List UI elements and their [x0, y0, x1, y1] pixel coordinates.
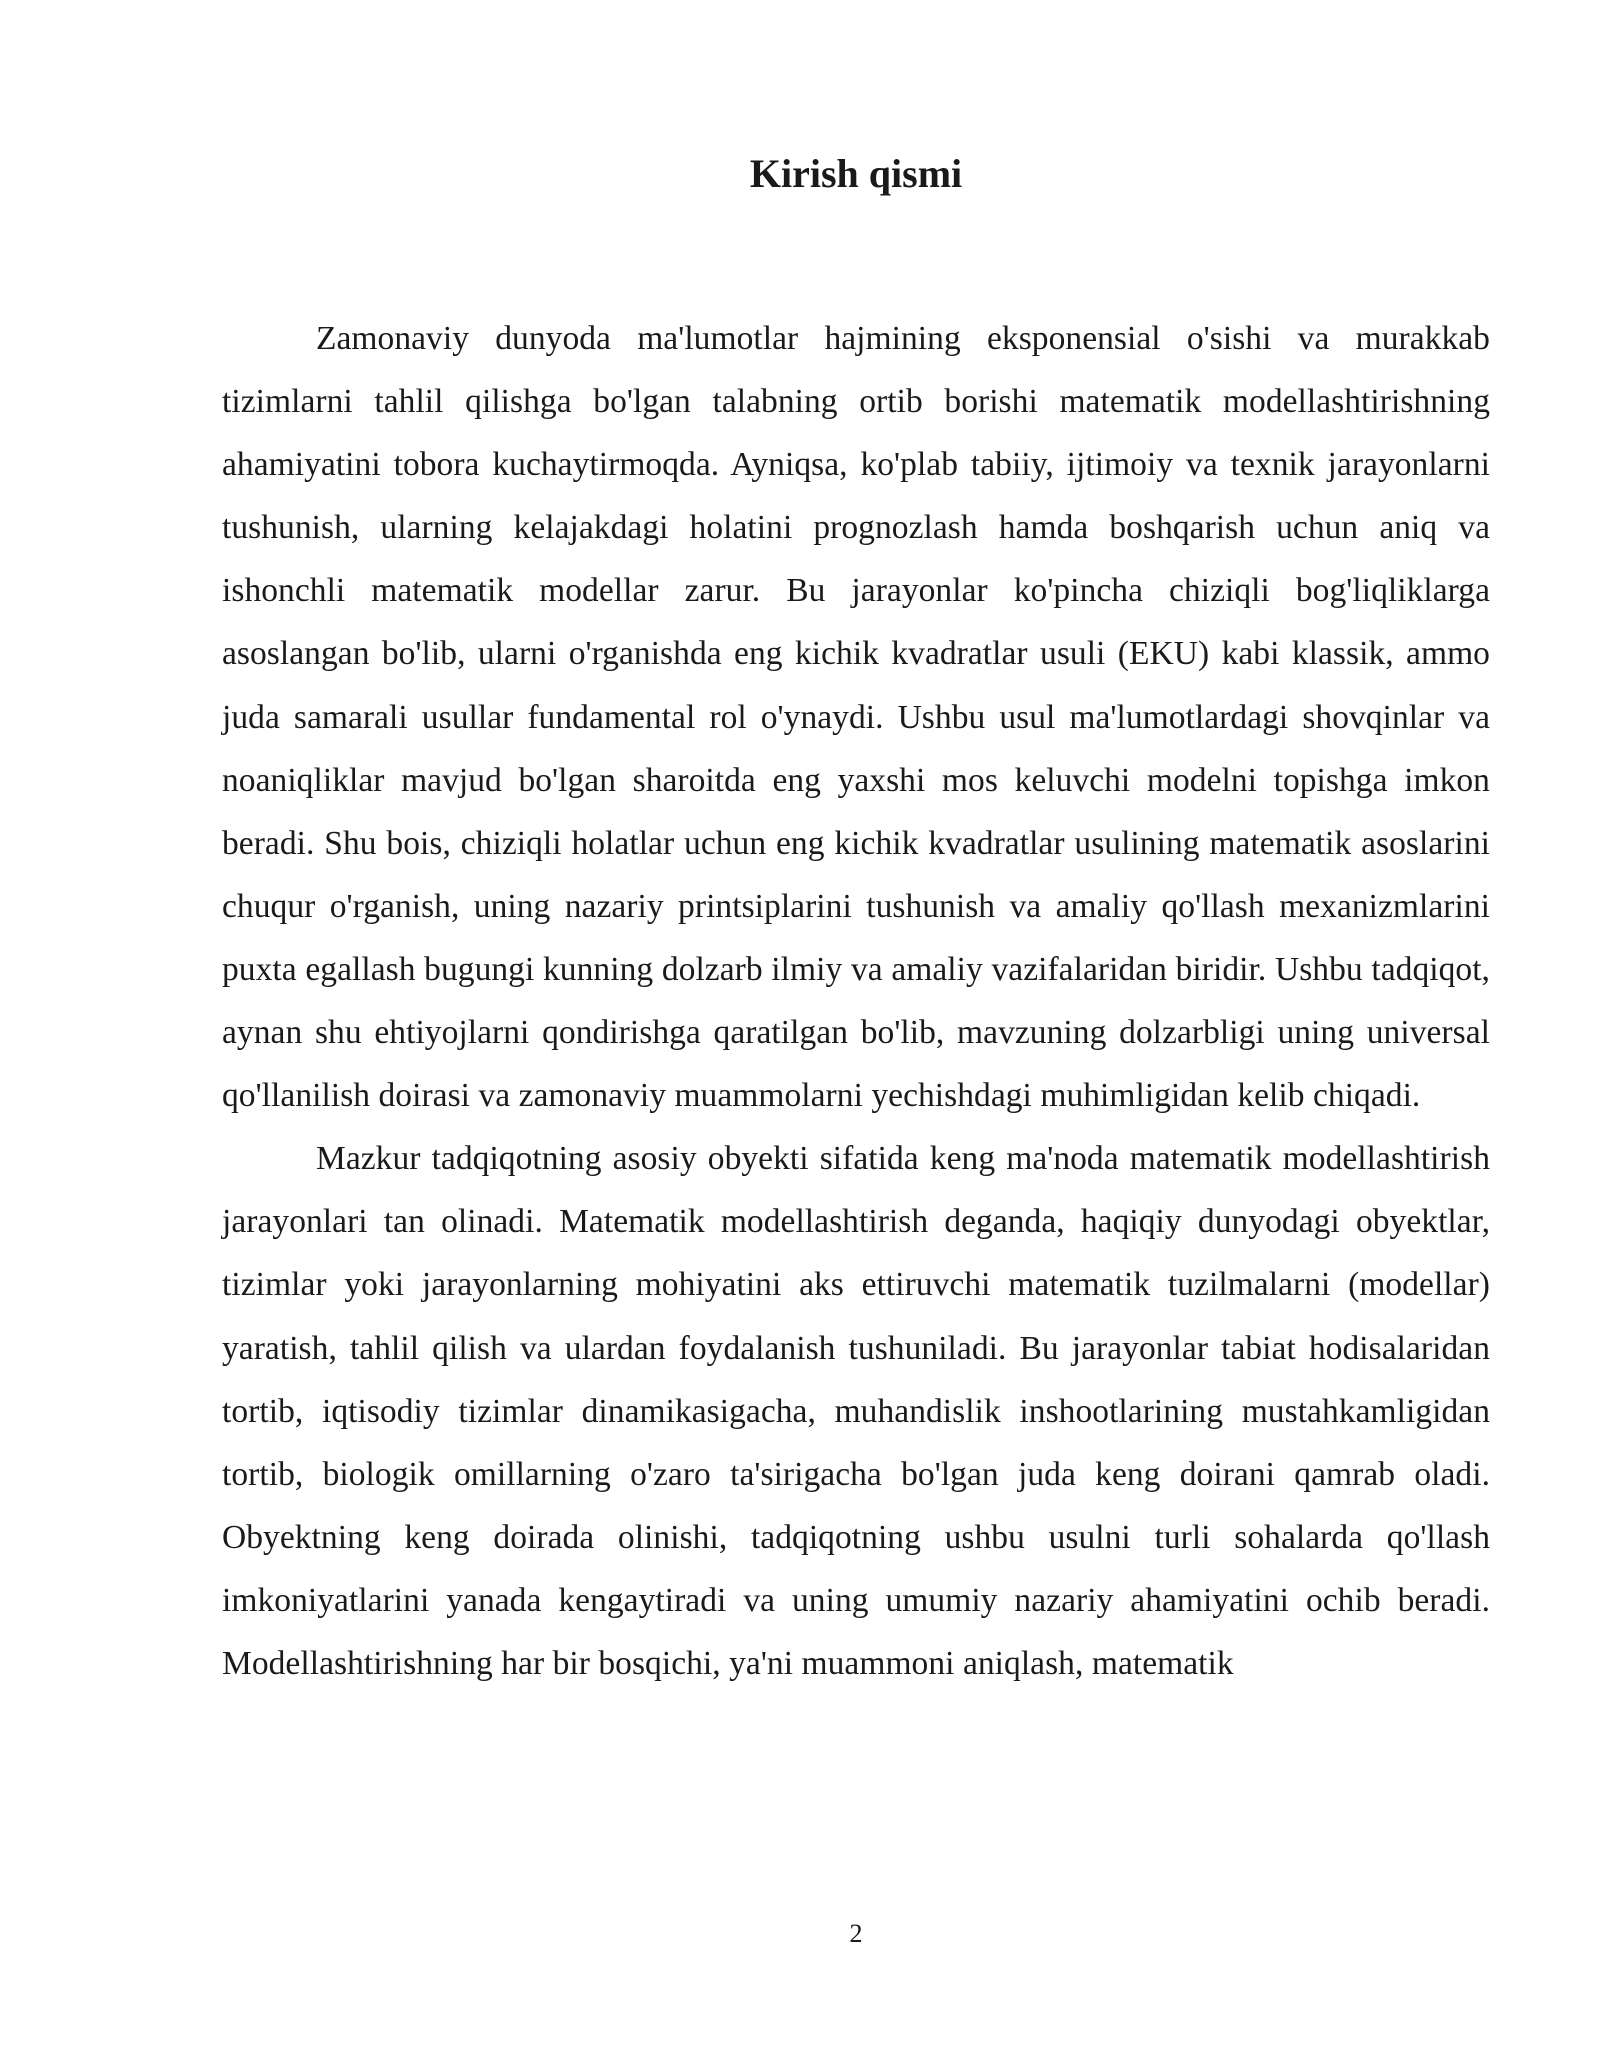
- document-body: [222, 307, 1490, 1695]
- paragraph-object: Mazkur tadqiqotning asosiy obyekti sifatida keng ma'noda matematik modellashtirish jarayonlari tan olinadi. Matematik modellashtirish deganda, haqiqiy dunyodagi obyektlar, tizimlar yoki jarayonlarning mohiyatini aks ettiruvchi matematik tuzilmalarni (modellar) yaratish, tahlil qilish va ulardan foydalanish tushuniladi. Bu jarayonlar tabiat hodisalaridan tortib, iqtisodiy tizimlar dinamikasigacha, muhandislik inshootlarining mustahkamligidan tortib, biologik omillarning o'zaro ta'sirigacha bo'lgan juda keng doirani qamrab oladi. Obyektning keng doirada olinishi, tadqiqotning ushbu usulni turli sohalarda qo'llash imkoniyatlarini yanada kengaytiradi va uning umumiy nazariy ahamiyatini ochib beradi. Modellashtirishning har bir bosqichi, ya'ni muammoni aniqlash, matematik: [222, 1140, 1490, 1682]
- page-title: Kirish qismi: [749, 151, 963, 196]
- page-number: 2: [849, 1919, 863, 1948]
- paragraph-intro: Zamonaviy dunyoda ma'lumotlar hajmining eksponensial o'sishi va murakkab tizimlarni tahlil qilishga bo'lgan talabning ortib borishi matematik modellashtirishning ahamiyatini tobora kuchaytirmoqda. Ayniqsa, ko'plab tabiiy, ijtimoiy va texnik jarayonlarni tushunish, ularning kelajakdagi holatini prognozlash hamda boshqarish uchun aniq va ishonchli matematik modellar zarur. Bu jarayonlar ko'pincha chiziqli bog'liqliklarga asoslangan bo'lib, ularni o'rganishda eng kichik kvadratlar usuli (EKU) kabi klassik, ammo juda samarali usullar fundamental rol o'ynaydi. Ushbu usul ma'lumotlardagi shovqinlar va noaniqliklar mavjud bo'lgan sharoitda eng yaxshi mos keluvchi modelni topishga imkon beradi. Shu bois, chiziqli holatlar uchun eng kichik kvadratlar usulining matematik asoslarini chuqur o'rganish, uning nazariy printsiplarini tushunish va amaliy qo'llash mexanizmlarini puxta egallash bugungi kunning dolzarb ilmiy va amaliy vazifalaridan biridir. Ushbu tadqiqot, aynan shu ehtiyojlarni qondirishga qaratilgan bo'lib, mavzuning dolzarbligi uning universal qo'llanilish doirasi va zamonaviy muammolarni yechishdagi muhimligidan kelib chiqadi.: [222, 320, 1490, 1115]
